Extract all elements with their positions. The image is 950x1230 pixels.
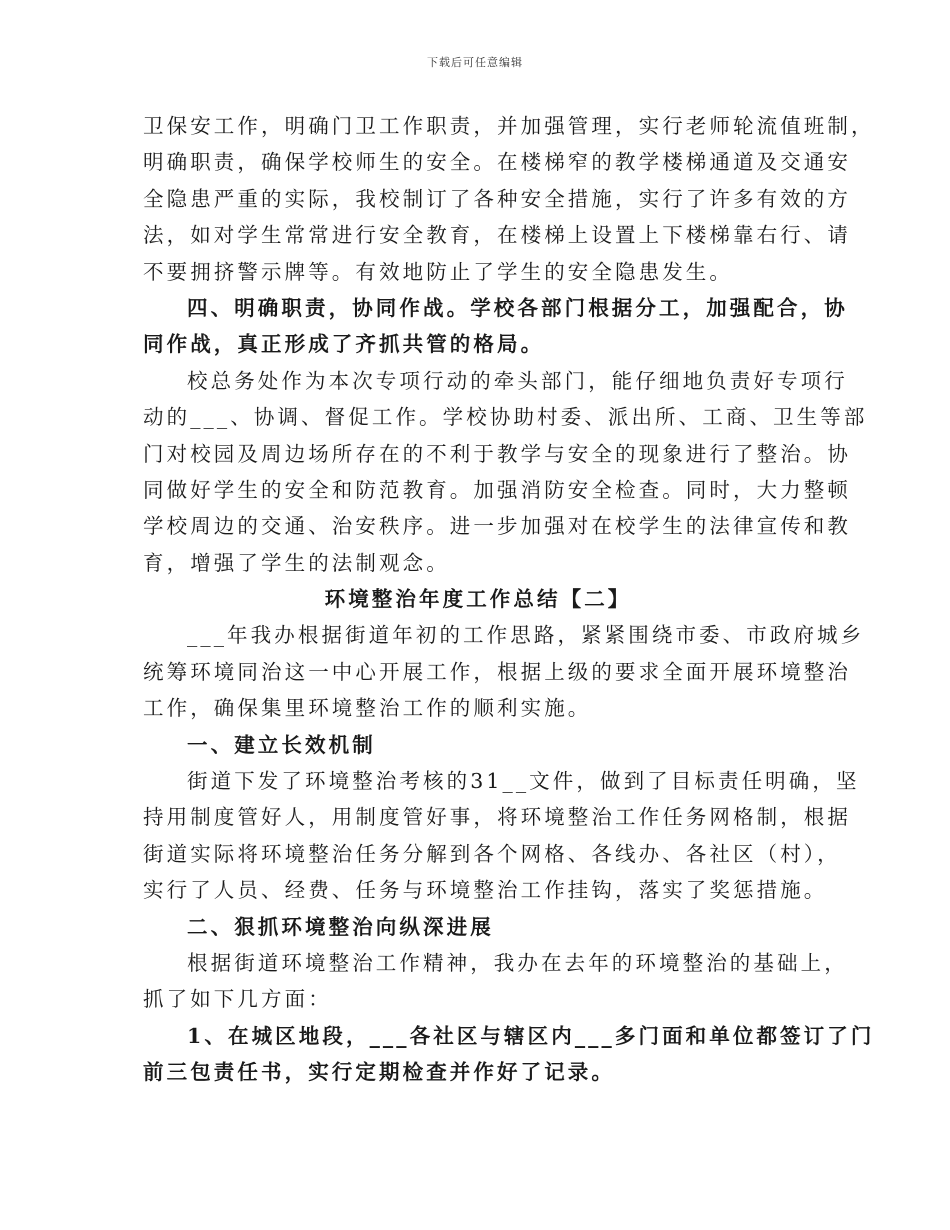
body-text-line: 明确职责，确保学校师生的安全。在楼梯窄的教学楼梯通道及交通安 (143, 150, 851, 175)
body-text-line: 法，如对学生常常进行安全教育，在楼梯上设置上下楼梯靠右行、请 (143, 223, 851, 248)
body-text-line: 学校周边的交通、治安秩序。进一步加强对在校学生的法律宣传和教 (143, 514, 851, 539)
body-text-line: 持用制度管好人，用制度管好事，将环境整治工作任务网格制，根据 (143, 805, 851, 830)
body-text-line: 全隐患严重的实际，我校制订了各种安全措施，实行了许多有效的方 (143, 186, 851, 211)
body-text-line: 工作，确保集里环境整治工作的顺利实施。 (143, 696, 592, 721)
heading-line: 二、狠抓环境整治向纵深进展 (187, 914, 494, 939)
body-text-line: 实行了人员、经费、任务与环境整治工作挂钩，落实了奖惩措施。 (143, 878, 828, 903)
document-body (143, 108, 875, 1091)
body-text-line: 街道下发了环境整治考核的31__文件，做到了目标责任明确，坚 (187, 769, 860, 794)
heading-line: 1、在城区地段，___各社区与辖区内___多门面和单位都签订了门 (187, 1023, 875, 1048)
heading-line: 前三包责任书，实行定期检查并作好了记录。 (143, 1060, 615, 1085)
page-header-note: 下载后可任意编辑 (427, 56, 523, 69)
heading-line: 同作战，真正形成了齐抓共管的格局。 (143, 332, 545, 357)
body-text-line: 校总务处作为本次专项行动的牵头部门，能仔细地负责好专项行 (187, 368, 848, 393)
body-text-line: 不要拥挤警示牌等。有效地防止了学生的安全隐患发生。 (143, 259, 733, 284)
heading-line: 一、建立长效机制 (187, 732, 376, 757)
body-text-line: 统筹环境同治这一中心开展工作，根据上级的要求全面开展环境整治 (143, 659, 851, 684)
body-text-line: 卫保安工作，明确门卫工作职责，并加强管理，实行老师轮流值班制， (143, 114, 875, 138)
section-title: 环境整治年度工作总结【二】 (324, 587, 632, 612)
body-text-line: 动的___、协调、督促工作。学校协助村委、派出所、工商、卫生等部 (143, 405, 868, 430)
body-text-line: 育，增强了学生的法制观念。 (143, 550, 450, 575)
body-text-line: 根据街道环境整治工作精神，我办在去年的环境整治的基础上， (187, 950, 848, 975)
body-text-line: 抓了如下几方面： (143, 987, 332, 1012)
body-text-line: 街道实际将环境整治任务分解到各个网格、各线办、各社区（村）， (143, 841, 841, 866)
body-text-line: ___年我办根据街道年初的工作思路，紧紧围绕市委、市政府城乡 (187, 623, 865, 648)
body-text-line: 同做好学生的安全和防范教育。加强消防安全检查。同时，大力整顿 (143, 477, 851, 502)
body-text-line: 门对校园及周边场所存在的不利于教学与安全的现象进行了整治。协 (143, 441, 851, 466)
heading-line: 四、明确职责，协同作战。学校各部门根据分工，加强配合，协 (187, 295, 848, 320)
